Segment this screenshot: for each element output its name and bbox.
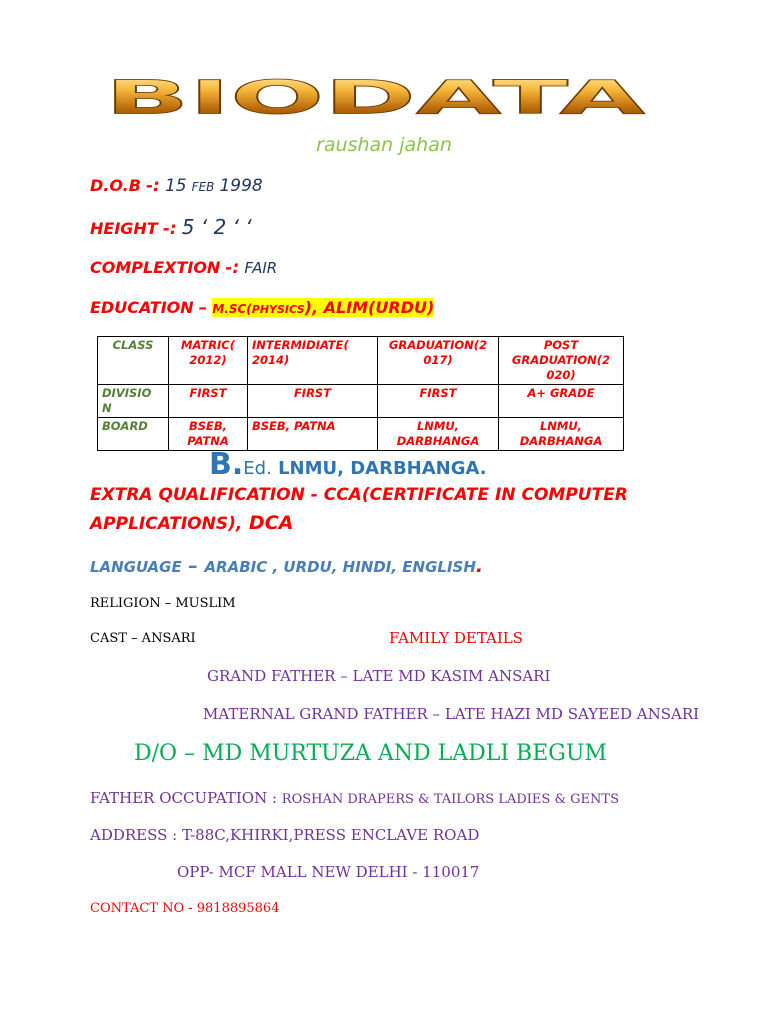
- dob-year: 1998: [219, 176, 263, 196]
- maternal-grand-father-row: MATERNAL GRAND FATHER – LATE HAZI MD SAYEED ANSARI: [203, 705, 700, 723]
- education-row: [90, 298, 434, 318]
- education-sep: –: [198, 298, 208, 318]
- complexion-sep: -:: [225, 258, 240, 278]
- table-cell: BOARD: [98, 418, 169, 451]
- height-row: [90, 215, 252, 239]
- table-cell: INTERMIDIATE( 2014): [248, 337, 378, 385]
- table-cell: LNMU, DARBHANGA: [378, 418, 499, 451]
- education-table: [97, 336, 624, 451]
- table-cell: FIRST: [378, 385, 499, 418]
- dob-month: FEB: [191, 180, 215, 194]
- table-cell: GRADUATION(2 017): [378, 337, 499, 385]
- height-sep: -:: [162, 219, 177, 239]
- education-value: M.SC(PHYSICS), ALIM(URDU): [212, 298, 435, 317]
- language-row: LANGUAGE – ARABIC , URDU, HINDI, ENGLISH.: [90, 555, 484, 577]
- dob-day: 15: [164, 176, 187, 196]
- table-row: [98, 337, 624, 385]
- father-occupation-row: FATHER OCCUPATION : ROSHAN DRAPERS & TAILORS LADIES & GENTS: [90, 789, 619, 807]
- family-details-heading: FAMILY DETAILS: [389, 629, 524, 647]
- contact-number: CONTACT NO - 9818895864: [90, 901, 280, 916]
- table-cell: POST GRADUATION(2 020): [499, 337, 624, 385]
- language-label: LANGUAGE: [90, 558, 182, 576]
- height-label: HEIGHT: [90, 219, 158, 238]
- grand-father-row: GRAND FATHER – LATE MD KASIM ANSARI: [207, 667, 551, 685]
- address-line-2: OPP- MCF MALL NEW DELHI - 110017: [177, 863, 480, 881]
- biodata-title: [95, 78, 655, 130]
- table-cell: A+ GRADE: [499, 385, 624, 418]
- table-cell: CLASS: [98, 337, 169, 385]
- address-line-1: ADDRESS : T-88C,KHIRKI,PRESS ENCLAVE ROAD: [90, 826, 480, 844]
- cast-row: CAST – ANSARI: [90, 631, 196, 646]
- complexion-value: FAIR: [244, 259, 278, 277]
- table-row: [98, 385, 624, 418]
- biodata-title-text: BIODATA: [105, 78, 646, 125]
- height-value: 5 ‘ 2 ‘ ‘: [181, 215, 252, 239]
- dob-sep: -:: [145, 176, 160, 196]
- language-value: ARABIC , URDU, HINDI, ENGLISH: [204, 558, 476, 576]
- table-cell: BSEB, PATNA: [169, 418, 248, 451]
- table-row: [98, 418, 624, 451]
- table-cell: DIVISIO N: [98, 385, 169, 418]
- complexion-row: [90, 258, 277, 278]
- table-cell: MATRIC( 2012): [169, 337, 248, 385]
- bed-qualification: B.Ed. LNMU, DARBHANGA.: [209, 447, 487, 482]
- dob-label: D.O.B: [90, 176, 141, 195]
- table-cell: BSEB, PATNA: [248, 418, 378, 451]
- dob-row: [90, 176, 263, 196]
- table-cell: FIRST: [169, 385, 248, 418]
- education-label: EDUCATION: [90, 298, 194, 317]
- complexion-label: COMPLEXTION: [90, 258, 221, 277]
- table-cell: FIRST: [248, 385, 378, 418]
- daughter-of-row: D/O – MD MURTUZA AND LADLI BEGUM: [134, 741, 607, 766]
- religion-row: RELIGION – MUSLIM: [90, 596, 236, 611]
- extra-qualification: EXTRA QUALIFICATION - CCA(CERTIFICATE IN COMPUTER APPLICATIONS), DCA: [90, 485, 628, 534]
- candidate-name: raushan jahan: [316, 134, 452, 156]
- table-cell: LNMU, DARBHANGA: [499, 418, 624, 451]
